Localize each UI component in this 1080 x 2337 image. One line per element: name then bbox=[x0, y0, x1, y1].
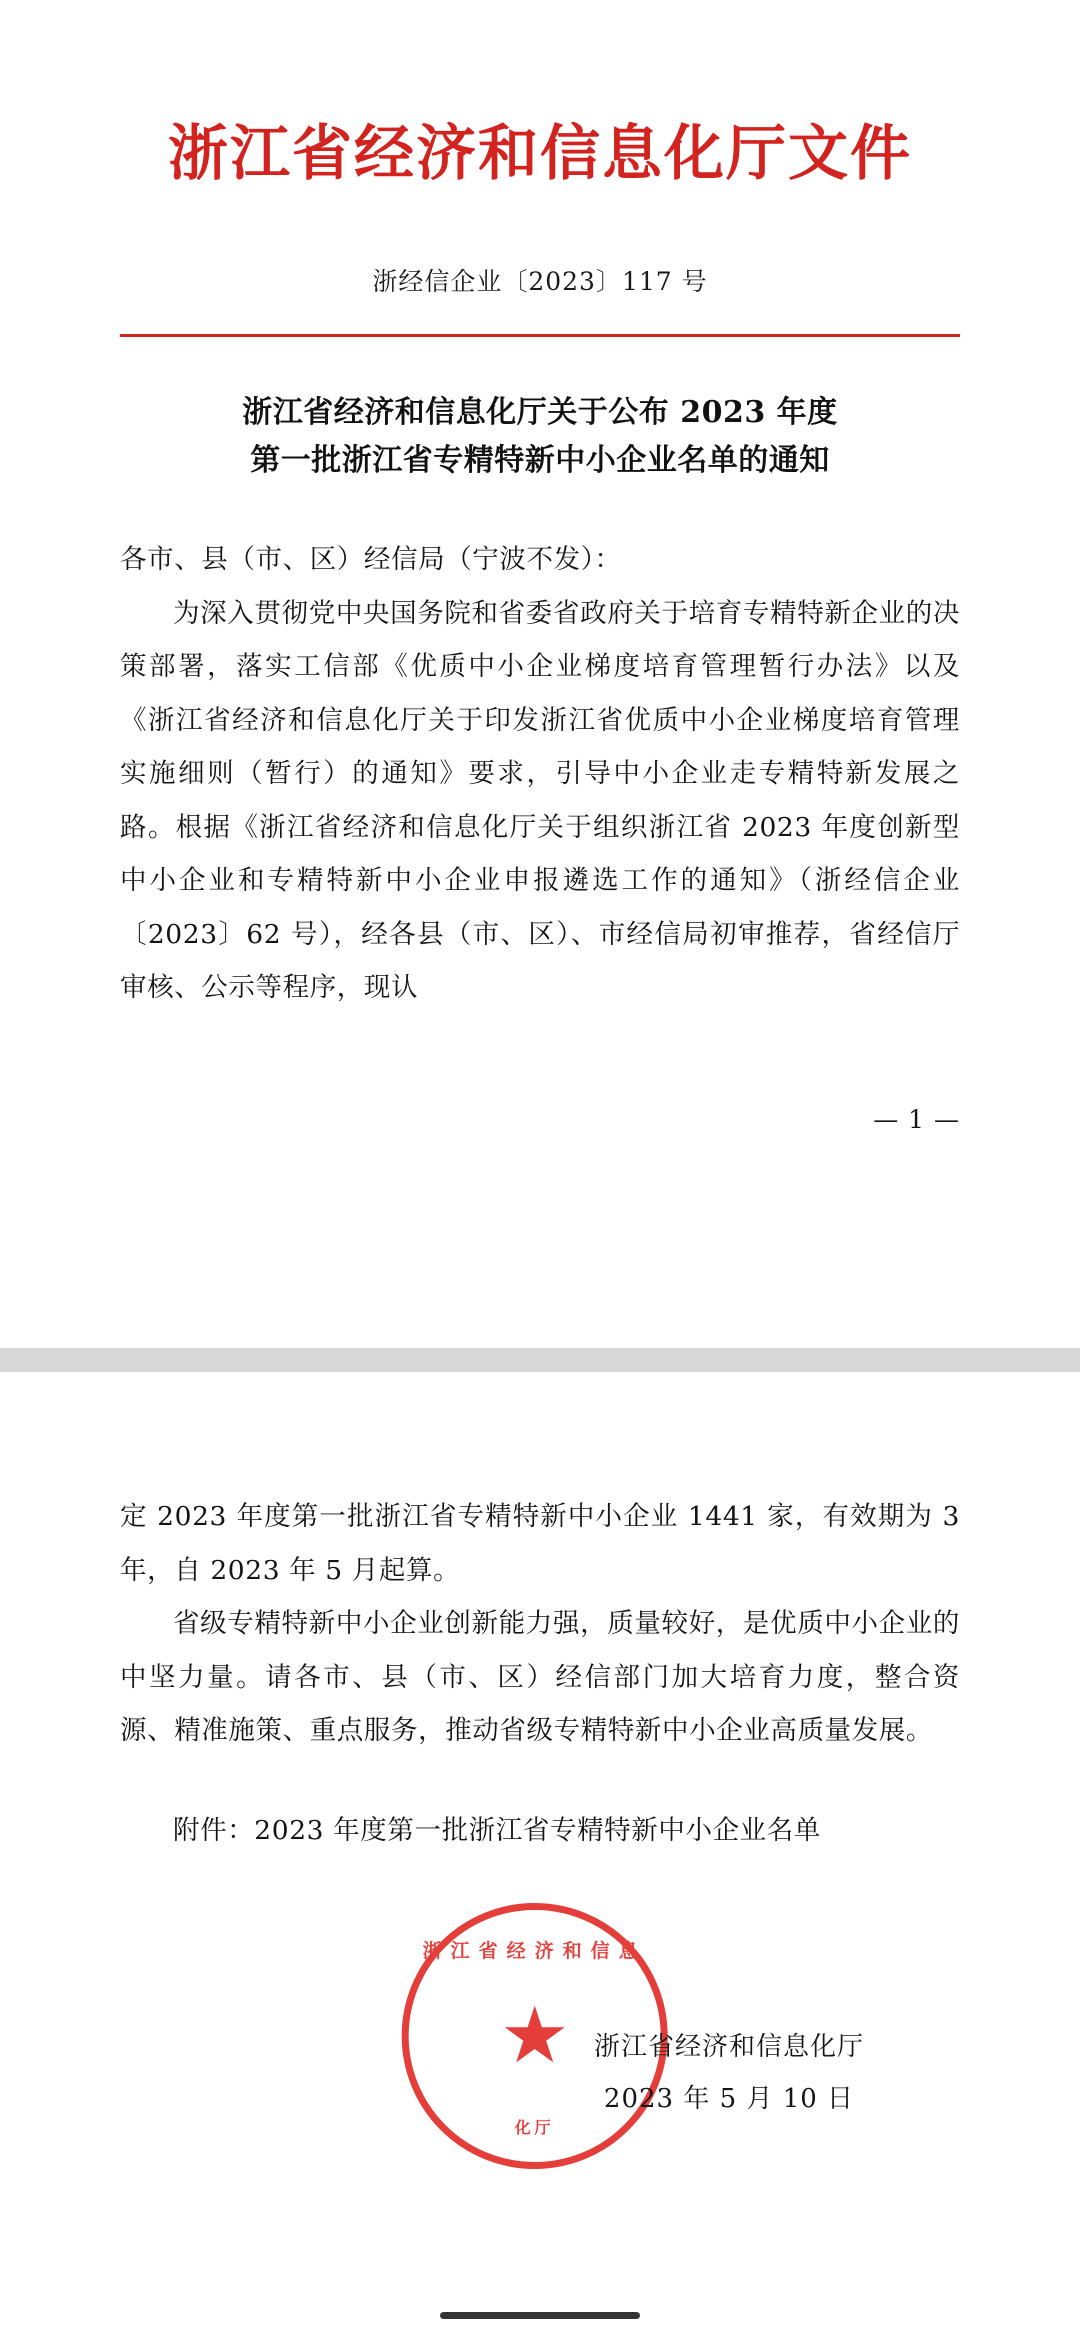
home-indicator[interactable] bbox=[440, 2312, 640, 2319]
document-number: 浙经信企业〔2023〕117 号 bbox=[372, 267, 708, 296]
seal-bottom-text: 化厅 bbox=[514, 2117, 555, 2137]
page-separator bbox=[0, 1348, 1080, 1372]
document-page-2 bbox=[0, 1372, 1080, 2337]
page-number-footer: — 1 — bbox=[873, 1104, 960, 1134]
signature-area bbox=[120, 1903, 960, 2143]
page-title bbox=[120, 389, 960, 485]
paragraph-2-continued: 定 2023 年度第一批浙江省专精特新中小企业 1441 家，有效期为 3 年，自 2023 年 5 月起算。 bbox=[120, 1501, 960, 1586]
page-1-body bbox=[120, 533, 960, 1015]
page-2-body bbox=[120, 1490, 960, 1758]
document-masthead: 浙江省经济和信息化厅文件 bbox=[168, 119, 912, 189]
paragraph-3: 省级专精特新中小企业创新能力强，质量较好，是优质中小企业的中坚力量。请各市、县（市、区）经信部门加大培育力度，整合资源、精准施策、重点服务，推动省级专精特新中小企业高质量发展。 bbox=[120, 1608, 960, 1747]
paragraph-1: 为深入贯彻党中央国务院和省委省政府关于培育专精特新企业的决策部署，落实工信部《优质中小企业梯度培育管理暂行办法》以及《浙江省经济和信息化厅关于印发浙江省优质中小企业梯度培育管理实施细则（暂行）的通知》要求，引导中小企业走专精特新发展之路。根据《浙江省经济和信息化厅关于组织浙江省 2023 年度创新型中小企业和专精特新中小企业申报遴选工作的通知》（浙经信企业〔2023〕62 号），经各县（市、区）、市经信局初审推荐，省经信厅审核、公示等程序，现认 bbox=[120, 597, 960, 1004]
page-title-line-1: 浙江省经济和信息化厅关于公布 2023 年度 bbox=[242, 395, 838, 430]
signature-date: 2023 年 5 月 10 日 bbox=[603, 2083, 855, 2114]
seal-top-text: 浙江省经济和信息 bbox=[422, 1939, 647, 1962]
page-title-line-2: 第一批浙江省专精特新中小企业名单的通知 bbox=[250, 443, 830, 478]
signature-organization: 浙江省经济和信息化厅 bbox=[593, 2031, 864, 2062]
signature-block bbox=[594, 2021, 864, 2125]
attachment-line: 附件：2023 年度第一批浙江省专精特新中小企业名单 bbox=[173, 1814, 821, 1846]
red-divider-rule bbox=[120, 334, 960, 337]
salutation: 各市、县（市、区）经信局（宁波不发）： bbox=[120, 544, 622, 575]
seal-star-icon: ★ bbox=[499, 1991, 570, 2079]
